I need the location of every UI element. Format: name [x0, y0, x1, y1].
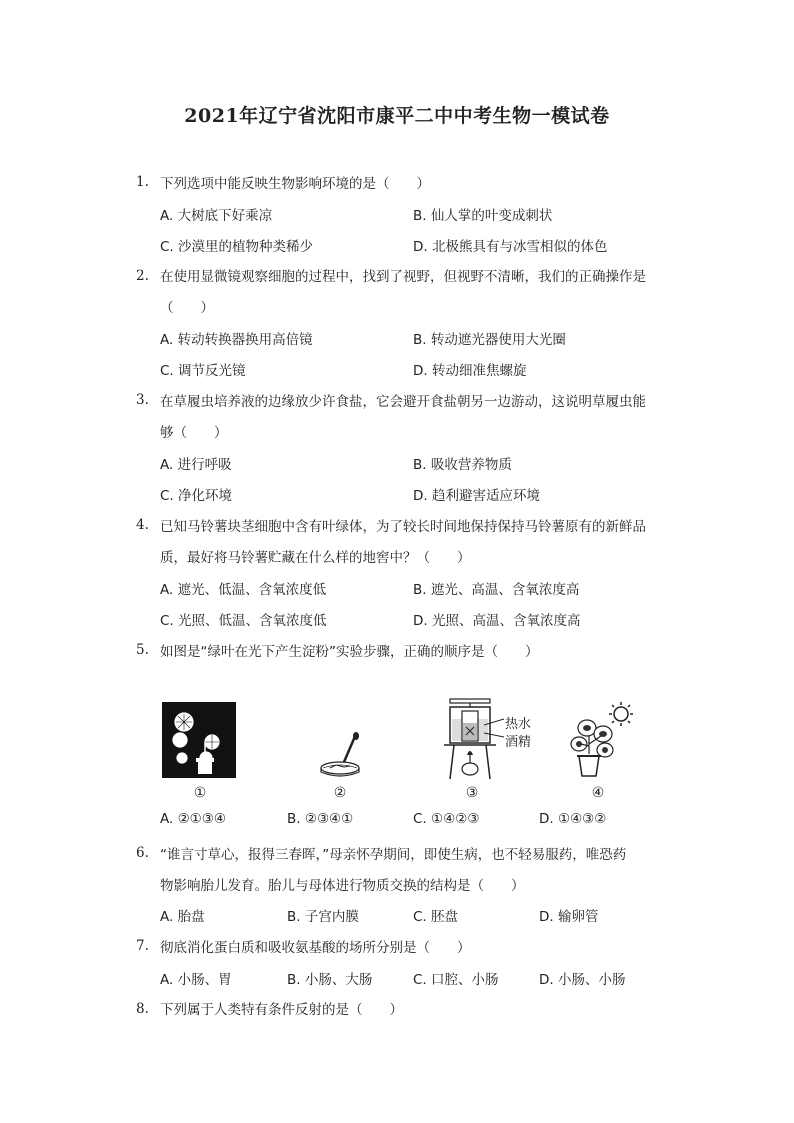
option-c: C. 净化环境: [160, 488, 233, 504]
figure-label-3: ③: [465, 785, 479, 801]
question-number: 2.: [136, 268, 149, 284]
option-d: D. 转动细准焦螺旋: [413, 363, 527, 379]
sunlit-plant-figure: [565, 700, 637, 780]
figure-label-2: ②: [333, 785, 347, 801]
option-b: B. 遮光、高温、含氧浓度高: [413, 582, 580, 598]
figure-label-4: ④: [591, 785, 605, 801]
option-b: B. 仙人掌的叶变成刺状: [413, 208, 553, 224]
option-a: A. 胎盘: [160, 909, 205, 925]
question-text: 下列属于人类特有条件反射的是（ ）: [160, 1002, 403, 1018]
question-text-line1: 在草履虫培养液的边缘放少许食盐，它会避开食盐朝另一边游动，这说明草履虫能: [160, 394, 646, 410]
option-d: D. 趋利避害适应环境: [413, 488, 540, 504]
question-text-line1: 在使用显微镜观察细胞的过程中，找到了视野，但视野不清晰，我们的正确操作是: [160, 269, 646, 285]
page-title: 2021年辽宁省沈阳市康平二中中考生物一模试卷: [184, 105, 610, 127]
option-d: D. ①④③②: [539, 811, 607, 827]
option-a: A. ②①③④: [160, 811, 226, 827]
dish-dropper-figure: [318, 732, 364, 778]
option-c: C. 胚盘: [413, 909, 459, 925]
question-number: 4.: [136, 517, 149, 533]
figure-label-1: ①: [193, 785, 207, 801]
question-number: 5.: [136, 642, 149, 658]
option-b: B. 转动遮光器使用大光圈: [413, 332, 566, 348]
option-a: A. 遮光、低温、含氧浓度低: [160, 582, 327, 598]
question-number: 3.: [136, 392, 149, 408]
question-number: 8.: [136, 1001, 149, 1017]
option-a: A. 转动转换器换用高倍镜: [160, 332, 313, 348]
option-b: B. 子宫内膜: [287, 909, 359, 925]
option-a: A. 大树底下好乘凉: [160, 208, 273, 224]
option-c: C. 口腔、小肠: [413, 972, 499, 988]
question-number: 7.: [136, 938, 149, 954]
option-d: D. 北极熊具有与冰雪相似的体色: [413, 239, 608, 255]
option-c: C. ①④②③: [413, 811, 480, 827]
dark-box-plant-figure: [162, 702, 236, 778]
option-c: C. 沙漠里的植物种类稀少: [160, 239, 314, 255]
question-text-line1: 已知马铃薯块茎细胞中含有叶绿体，为了较长时间地保持保持马铃薯原有的新鲜品: [160, 519, 646, 535]
option-a: A. 进行呼吸: [160, 457, 232, 473]
option-c: C. 调节反光镜: [160, 363, 246, 379]
option-a: A. 小肠、胃: [160, 972, 232, 988]
option-b: B. 吸收营养物质: [413, 457, 512, 473]
question-text-line2: 物影响胎儿发育。胎儿与母体进行物质交换的结构是（ ）: [160, 878, 525, 894]
question-text: 如图是“绿叶在光下产生淀粉”实验步骤，正确的顺序是（ ）: [160, 644, 539, 660]
figure-pointer-lines: [484, 711, 506, 741]
figure-text-hot-water: 热水: [505, 717, 532, 732]
question-text-line2: 够（ ）: [160, 425, 228, 441]
question-text: 下列选项中能反映生物影响环境的是（ ）: [160, 176, 430, 192]
option-d: D. 光照、高温、含氧浓度高: [413, 613, 581, 629]
option-d: D. 输卵管: [539, 909, 599, 925]
option-d: D. 小肠、小肠: [539, 972, 626, 988]
question-number: 6.: [136, 845, 149, 861]
question-text-line2: （ ）: [160, 300, 214, 316]
question-text-line1: “谁言寸草心，报得三春晖，”母亲怀孕期间，即使生病，也不轻易服药，唯恐药: [160, 847, 627, 863]
question-text: 彻底消化蛋白质和吸收氨基酸的场所分别是（ ）: [160, 940, 471, 956]
option-b: B. 小肠、大肠: [287, 972, 373, 988]
option-b: B. ②③④①: [287, 811, 354, 827]
option-c: C. 光照、低温、含氧浓度低: [160, 613, 327, 629]
question-number: 1.: [136, 174, 149, 190]
figure-text-alcohol: 酒精: [505, 735, 532, 750]
question-text-line2: 质，最好将马铃薯贮藏在什么样的地窖中？（ ）: [160, 550, 471, 566]
